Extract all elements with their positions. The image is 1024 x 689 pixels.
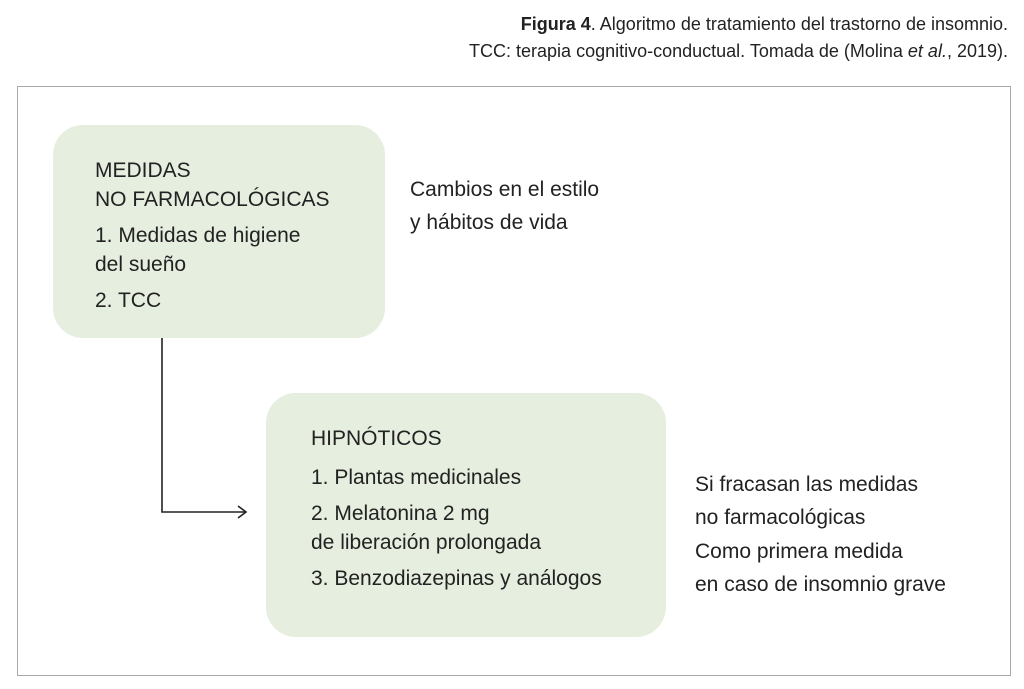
figure-title: . Algoritmo de tratamiento del trastorno de insomnio. bbox=[590, 14, 1008, 34]
caption-line-2 bbox=[469, 38, 1008, 65]
severe-insomnia-note: Como primera medida en caso de insomnio grave bbox=[695, 540, 946, 596]
non-pharmacological-title: MEDIDAS NO FARMACOLÓGICAS bbox=[95, 159, 330, 211]
figure-label: Figura 4 bbox=[520, 14, 591, 34]
caption-text-pre: TCC: terapia cognitivo-conductual. Tomada de (Molina bbox=[469, 41, 908, 61]
sleep-hygiene-item: 1. Medidas de higiene del sueño bbox=[95, 224, 301, 276]
melatonin-item: 2. Melatonina 2 mg de liberación prolongada bbox=[311, 502, 542, 554]
tcc-item: 2. TCC bbox=[95, 289, 162, 312]
caption-text-post: , 2019). bbox=[946, 41, 1008, 61]
failure-note: Si fracasan las medidas no farmacológicas bbox=[695, 473, 918, 529]
hypnotics-title: HIPNÓTICOS bbox=[311, 427, 442, 450]
caption-line-1 bbox=[469, 11, 1008, 38]
benzodiazepines-item: 3. Benzodiazepinas y análogos bbox=[311, 567, 602, 590]
medicinal-plants-item: 1. Plantas medicinales bbox=[311, 466, 522, 489]
hypnotics-box bbox=[266, 393, 666, 637]
figure-caption bbox=[469, 11, 1008, 65]
non-pharmacological-box bbox=[53, 125, 385, 338]
caption-text-italic: et al. bbox=[907, 41, 947, 61]
lifestyle-note: Cambios en el estilo y hábitos de vida bbox=[410, 178, 600, 234]
